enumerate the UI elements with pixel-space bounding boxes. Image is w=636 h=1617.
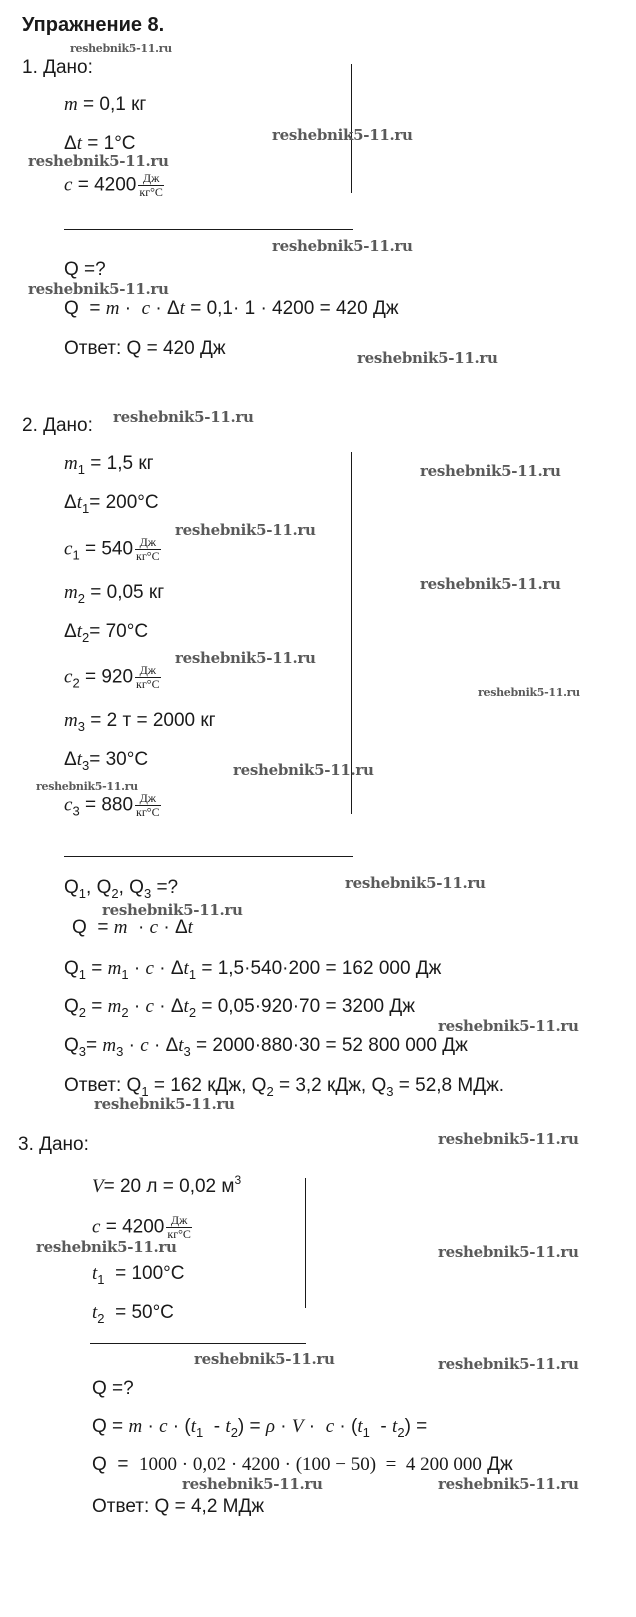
watermark: reshebnik5-11.ru bbox=[70, 42, 172, 55]
p1-formula: Q = m · c · Δt = 0,1· 1 · 4200 = 420 Дж bbox=[64, 298, 399, 319]
p3-answer: Ответ: Q = 4,2 МДж bbox=[92, 1496, 265, 1517]
watermark: reshebnik5-11.ru bbox=[194, 1350, 335, 1368]
p2-answer: Ответ: $Q_1 = 162$ кДж, $Q_2 = 3,2$ кДж, $Q_3 = 52,8$ МДж. bbox=[64, 1075, 505, 1099]
p2-q3: $Q_3= m_3 \cdot c \cdot \Delta t_3 = 2000\cdot 880\cdot 30 = 52$ 800 000 Дж bbox=[64, 1035, 468, 1059]
watermark: reshebnik5-11.ru bbox=[94, 1095, 235, 1113]
watermark: reshebnik5-11.ru bbox=[175, 521, 316, 539]
watermark: reshebnik5-11.ru bbox=[233, 761, 374, 779]
watermark: reshebnik5-11.ru bbox=[113, 408, 254, 426]
p3-formula-1: $Q = m \cdot c \cdot (t_1 - t_2) = \rho \cdot V \cdot c \cdot (t_1 - t_2)$ = bbox=[92, 1416, 428, 1440]
p2-given-m1: $m_1 = 1,5$ кг bbox=[64, 453, 154, 477]
p2-given-m3: $m_3 = 2$ т = 2000 кг bbox=[64, 710, 216, 734]
watermark: reshebnik5-11.ru bbox=[28, 280, 169, 298]
p1-given-c: c = 4200 $\frac{Дж}{кг^\circ C}$ bbox=[64, 171, 163, 199]
given-divider-vertical bbox=[351, 452, 352, 814]
p1-answer: Ответ: Q = 420 Дж bbox=[64, 338, 226, 359]
watermark: reshebnik5-11.ru bbox=[478, 686, 580, 699]
p2-given-dt3: $\Delta t_3= 30^\circ C$ bbox=[64, 749, 149, 773]
given-divider-horizontal bbox=[64, 229, 353, 230]
watermark: reshebnik5-11.ru bbox=[175, 649, 316, 667]
problem-3-label: 3. Дано: bbox=[18, 1134, 89, 1155]
watermark: reshebnik5-11.ru bbox=[438, 1017, 579, 1035]
p2-formula: Q = m · c · Δt bbox=[72, 917, 193, 938]
p2-find: $Q_1$, $Q_2$, $Q_3$ =? bbox=[64, 877, 179, 901]
watermark: reshebnik5-11.ru bbox=[28, 152, 169, 170]
watermark: reshebnik5-11.ru bbox=[272, 237, 413, 255]
watermark: reshebnik5-11.ru bbox=[420, 462, 561, 480]
p3-given-v: V= 20 л = 0,02 $м^3$ bbox=[92, 1173, 242, 1197]
watermark: reshebnik5-11.ru bbox=[438, 1243, 579, 1261]
p2-given-c3: $c_3 = 880$ $\frac{Дж}{кг^\circ C}$ bbox=[64, 791, 160, 819]
p2-q2: $Q_2 = m_2 \cdot c \cdot \Delta t_2 = 0,05\cdot 920\cdot 70 = 3200$ Дж bbox=[64, 996, 415, 1020]
given-divider-vertical bbox=[305, 1178, 306, 1308]
p2-given-c2: $c_2 = 920$ $\frac{Дж}{кг^\circ C}$ bbox=[64, 663, 160, 691]
watermark: reshebnik5-11.ru bbox=[36, 780, 138, 793]
p3-given-t1: $t_1 = 100^\circ C$ bbox=[92, 1263, 185, 1287]
watermark: reshebnik5-11.ru bbox=[36, 1238, 177, 1256]
watermark: reshebnik5-11.ru bbox=[102, 901, 243, 919]
problem-2-label: 2. Дано: bbox=[22, 415, 93, 436]
p2-given-c1: $c_1 = 540$ $\frac{Дж}{кг^\circ C}$ bbox=[64, 535, 160, 563]
p2-given-dt1: $\Delta t_1= 200^\circ C$ bbox=[64, 492, 159, 516]
p1-given-m: m = 0,1 кг bbox=[64, 94, 147, 115]
problem-1-label: 1. Дано: bbox=[22, 57, 93, 78]
watermark: reshebnik5-11.ru bbox=[438, 1355, 579, 1373]
watermark: reshebnik5-11.ru bbox=[420, 575, 561, 593]
p3-given-c: c = 4200 $\frac{Дж}{кг^\circ C}$ bbox=[92, 1213, 191, 1241]
p2-given-m2: $m_2 = 0,05$ кг bbox=[64, 582, 165, 606]
watermark: reshebnik5-11.ru bbox=[345, 874, 486, 892]
p2-given-dt2: $\Delta t_2= 70^\circ C$ bbox=[64, 621, 149, 645]
given-divider-horizontal bbox=[64, 856, 353, 857]
unit-fraction: $\frac{Дж}{кг^\circ C}$ bbox=[139, 171, 163, 199]
watermark: reshebnik5-11.ru bbox=[438, 1130, 579, 1148]
watermark: reshebnik5-11.ru bbox=[357, 349, 498, 367]
p1-given-dt: Δt = 1°C bbox=[64, 133, 136, 154]
watermark: reshebnik5-11.ru bbox=[438, 1475, 579, 1493]
p3-given-t2: $t_2 = 50^\circ C$ bbox=[92, 1302, 174, 1326]
p1-find: Q =? bbox=[64, 259, 106, 280]
watermark: reshebnik5-11.ru bbox=[272, 126, 413, 144]
p3-formula-2: Q = 1000 · 0,02 · 4200 · (100 − 50) = 4 200 000 Дж bbox=[92, 1454, 513, 1475]
watermark: reshebnik5-11.ru bbox=[182, 1475, 323, 1493]
page-title: Упражнение 8. bbox=[22, 14, 165, 36]
p2-q1: $Q_1 = m_1 \cdot c \cdot \Delta t_1 = 1,5\cdot 540\cdot 200 = 162$ 000 Дж bbox=[64, 958, 442, 982]
given-divider-horizontal bbox=[90, 1343, 306, 1344]
p3-find: Q =? bbox=[92, 1378, 134, 1399]
